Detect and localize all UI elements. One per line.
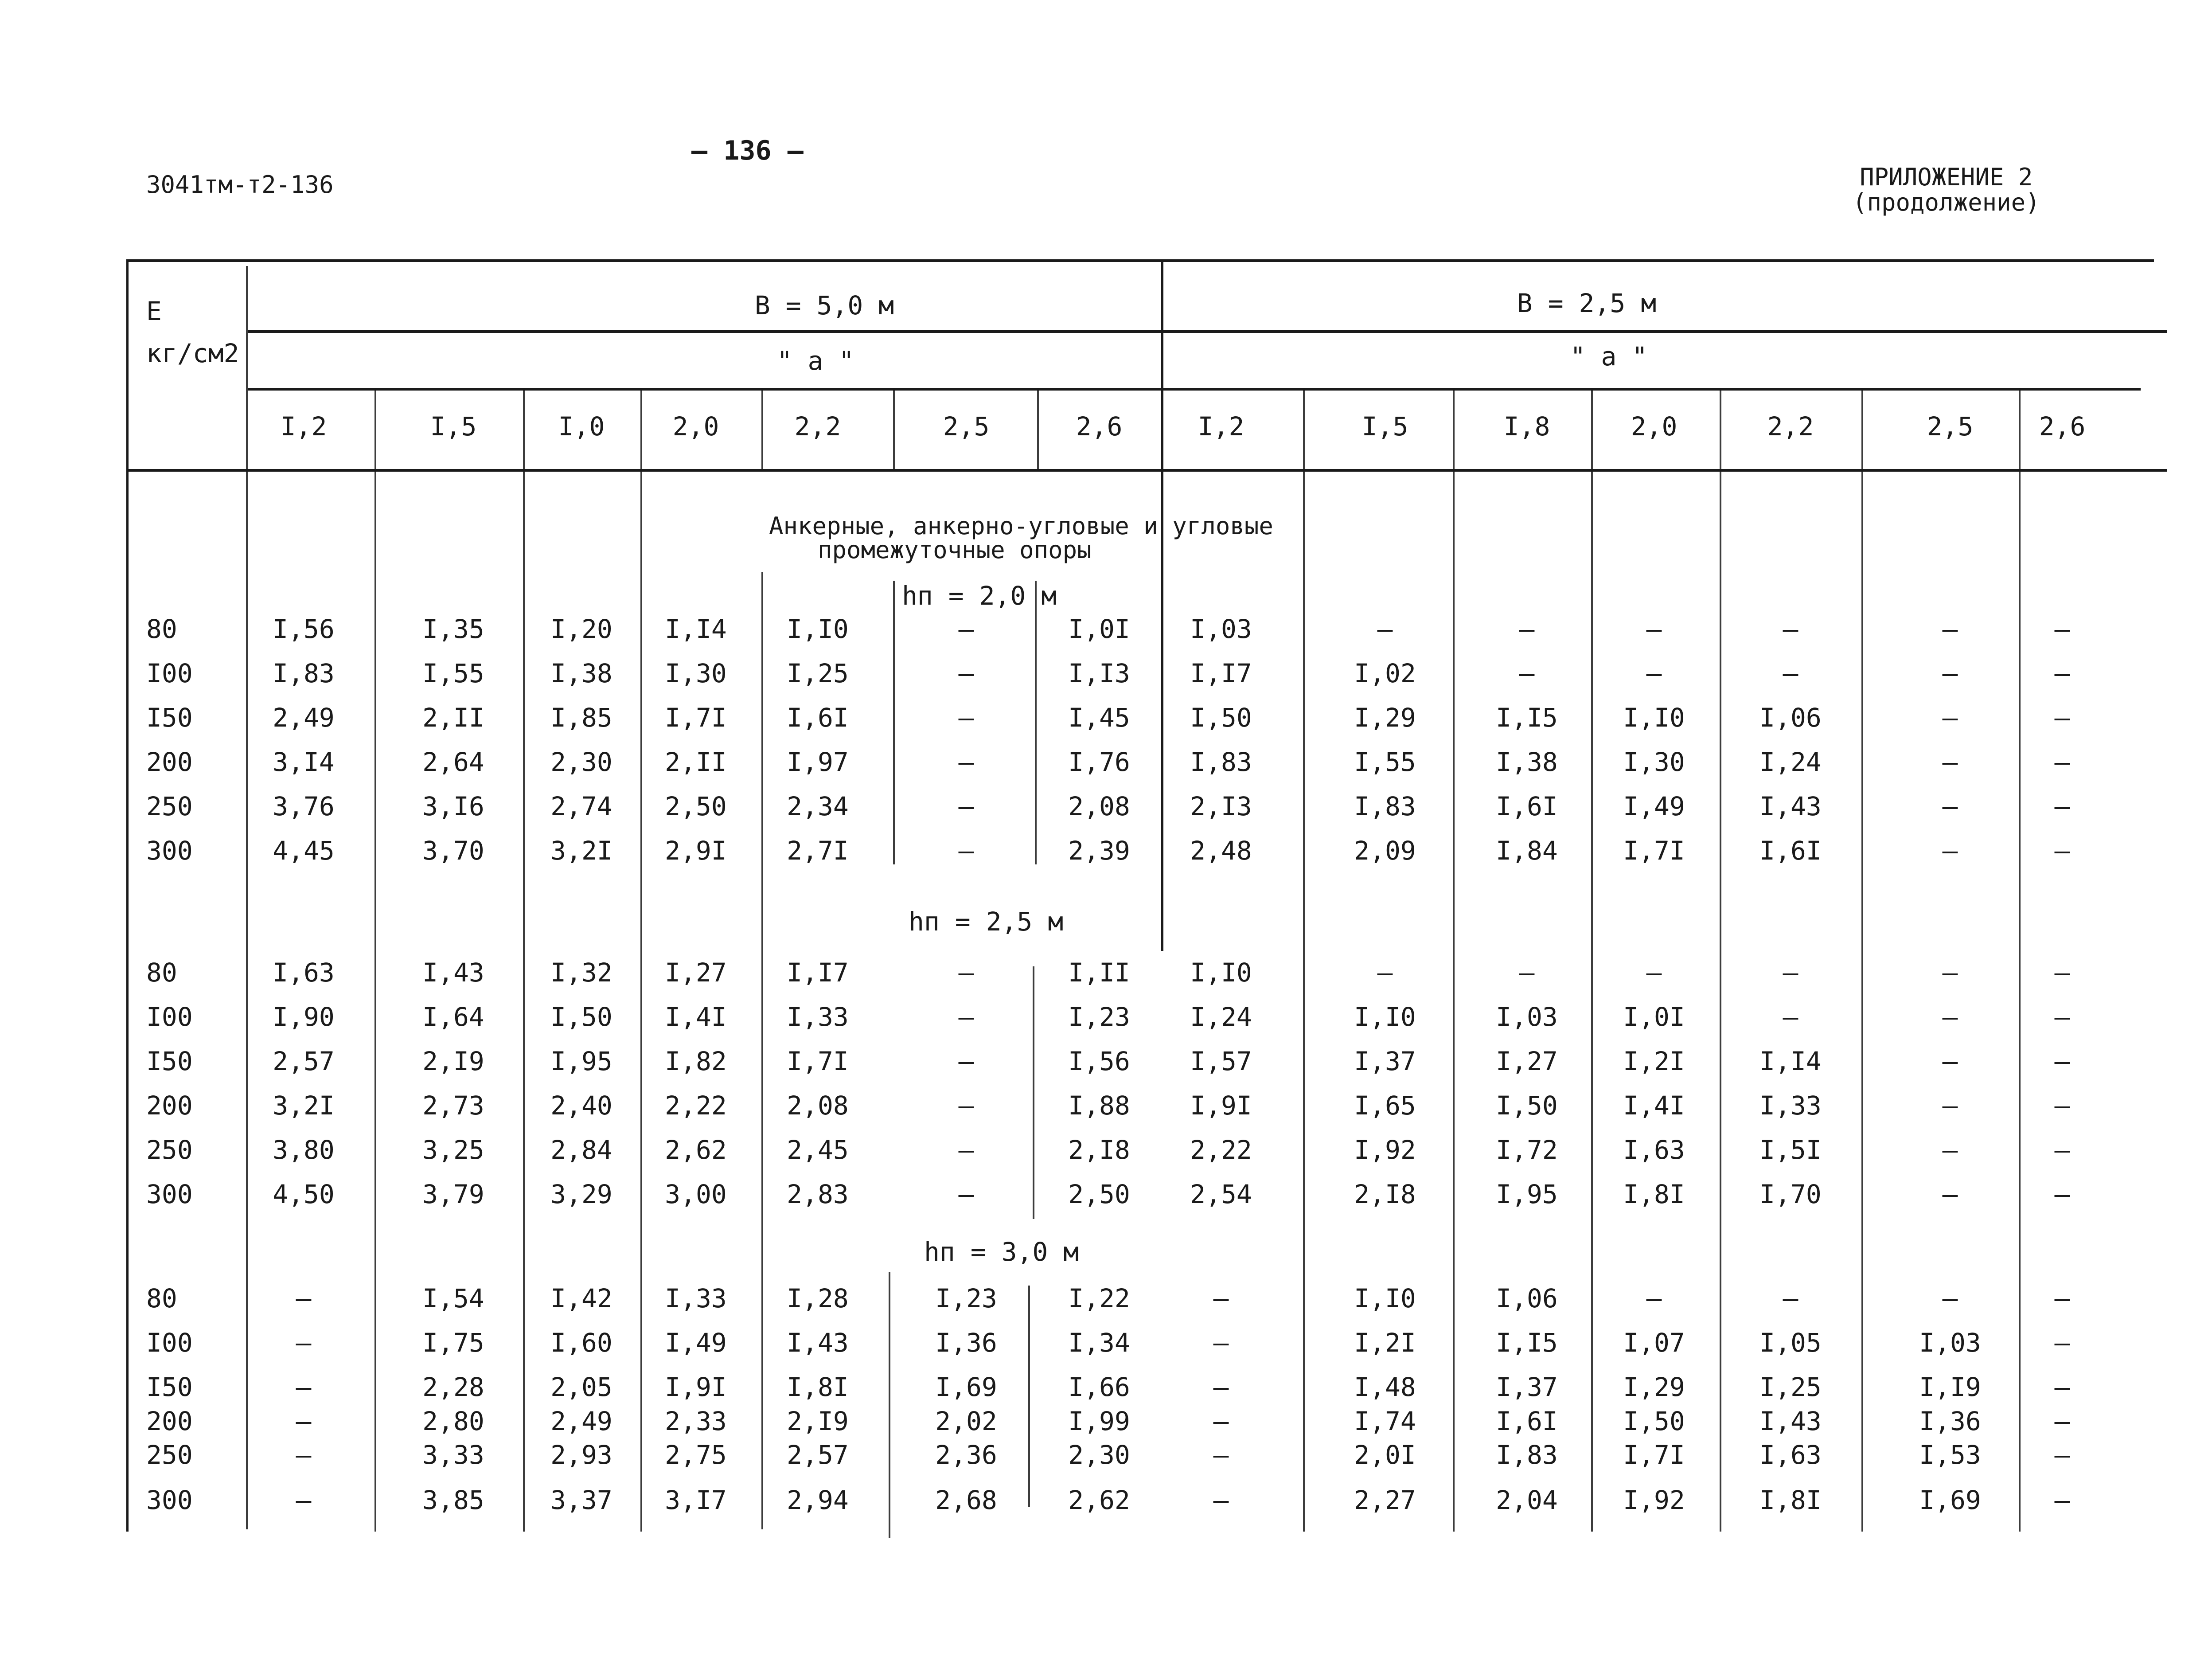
row-e-value: I50 (146, 1372, 193, 1402)
e-label: Е (146, 296, 162, 326)
row-e-value: 300 (146, 1179, 193, 1209)
column-rule (1453, 388, 1455, 1532)
group-rule (248, 330, 2167, 333)
e-unit: кг/см2 (146, 338, 239, 368)
column-rule (523, 388, 525, 1532)
column-rule (1028, 1286, 1030, 1507)
row-e-value: 80 (146, 1283, 177, 1313)
column-rule (2019, 388, 2021, 1532)
caption-line: промежуточные опоры (818, 536, 1092, 564)
row-e-value: 250 (146, 1440, 193, 1470)
row-e-value: I00 (146, 1002, 193, 1032)
column-rule (893, 581, 895, 864)
column-rule (1591, 388, 1593, 1532)
column-rule (1861, 388, 1863, 1532)
row-e-value: 250 (146, 791, 193, 821)
group-divider-rule (1161, 259, 1163, 951)
column-rule (1035, 581, 1037, 864)
table-left-rule (126, 259, 129, 1532)
column-rule (1720, 388, 1721, 1532)
row-e-value: I00 (146, 658, 193, 688)
section-label: hп = 2,0 м (902, 581, 1057, 611)
column-rule (889, 1272, 890, 1538)
row-e-value: 300 (146, 836, 193, 866)
appendix-label (1853, 165, 2040, 215)
e-column-rule (246, 266, 248, 1529)
column-rule (893, 388, 895, 470)
appendix-title: ПРИЛОЖЕНИЕ 2 (1860, 163, 2033, 191)
appendix-subtitle: (продолжение) (1853, 188, 2040, 216)
column-rule (375, 388, 376, 1532)
row-e-value: 200 (146, 1406, 193, 1436)
column-rule (761, 388, 763, 470)
row-e-value: 250 (146, 1135, 193, 1165)
row-e-value: I00 (146, 1328, 193, 1358)
row-e-value: I50 (146, 1046, 193, 1076)
document-code: 3041тм-т2-136 (146, 171, 334, 199)
row-e-value: 200 (146, 1090, 193, 1121)
row-e-value: 80 (146, 614, 177, 644)
row-e-value: 300 (146, 1485, 193, 1515)
section-label: hп = 3,0 м (924, 1237, 1079, 1267)
column-rule (1303, 388, 1305, 1532)
row-e-value: I50 (146, 703, 193, 733)
column-rule (761, 572, 763, 1529)
subheader-rule (248, 388, 2141, 391)
row-e-value: 200 (146, 747, 193, 777)
table-caption (769, 514, 1273, 562)
column-rule (640, 388, 642, 1532)
column-rule (1033, 966, 1034, 1219)
table-top-rule (129, 259, 2154, 262)
column-rule (1037, 388, 1039, 470)
page-number: – 136 – (691, 135, 804, 166)
section-label: hп = 2,5 м (909, 907, 1064, 937)
caption-line: Анкерные, анкерно-угловые и угловые (769, 512, 1273, 540)
row-e-value: 80 (146, 958, 177, 988)
